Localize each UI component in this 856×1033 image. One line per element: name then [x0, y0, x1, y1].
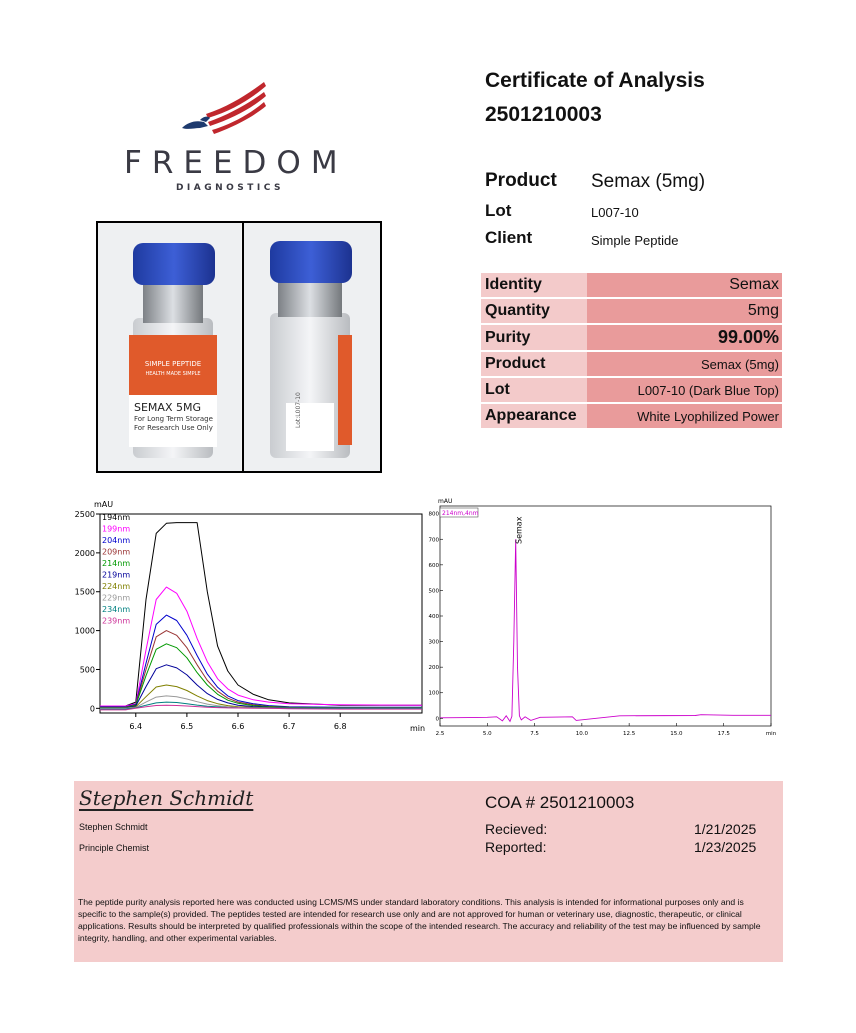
x-tick-label: 6.8 — [333, 722, 347, 731]
x-tick-label: 2.5 — [435, 731, 445, 737]
coa-number: COA # 2501210003 — [485, 793, 635, 812]
vial-label-tagline: HEALTH MADE SIMPLE — [145, 371, 201, 377]
spec-label: Product — [481, 351, 587, 377]
x-tick-label: 6.6 — [231, 722, 245, 731]
series-line-194nm — [100, 523, 422, 706]
y-tick-label: 0 — [435, 716, 439, 723]
y-tick-label: 1500 — [74, 587, 95, 597]
x-tick-label: 6.5 — [180, 722, 194, 731]
x-tick-label: 15.0 — [670, 731, 683, 737]
series-label: 214nm,4nm — [442, 510, 479, 517]
vial-photo — [96, 221, 382, 473]
y-tick-label: 500 — [428, 588, 439, 595]
legend-entry: 224nm — [102, 582, 131, 591]
x-tick-label: 5.0 — [482, 731, 492, 737]
vial-side-lot: Lot:L007-10 — [295, 392, 302, 428]
legend-entry: 199nm — [102, 524, 131, 534]
legend-entry: 229nm — [102, 593, 131, 603]
spec-row-identity — [481, 273, 782, 298]
x-tick-label: 10.0 — [575, 731, 588, 737]
spec-row-purity — [481, 324, 782, 351]
y-tick-label: 100 — [428, 690, 439, 697]
legend-entry: 214nm — [102, 559, 131, 568]
y-tick-label: 500 — [79, 665, 95, 675]
specification-table — [481, 273, 782, 428]
photo-divider — [242, 223, 244, 471]
legend-entry: 194nm — [102, 513, 131, 522]
legend-entry: 219nm — [102, 570, 131, 580]
spec-value: Semax — [587, 273, 782, 298]
spec-label: Identity — [481, 273, 587, 298]
spec-row-product — [481, 351, 782, 377]
x-tick-label: 17.5 — [717, 731, 730, 737]
y-tick-label: 300 — [428, 639, 439, 646]
spec-value: White Lyophilized Power — [587, 403, 782, 428]
x-tick-label: 12.5 — [623, 731, 636, 737]
spec-label: Lot — [481, 377, 587, 403]
product-value: Semax (5mg) — [591, 171, 706, 192]
y-tick-label: 400 — [428, 614, 439, 620]
reported-date: 1/23/2025 — [694, 839, 757, 855]
legend-entry: 209nm — [102, 547, 131, 557]
lot-value: L007-10 — [591, 205, 639, 220]
plot-frame — [440, 506, 771, 726]
y-axis-label: mAU — [438, 498, 453, 505]
y-axis-label: mAU — [94, 500, 114, 509]
client-value: Simple Peptide — [591, 233, 679, 248]
peak-label: Semax — [514, 516, 524, 544]
vial-label-line1: For Long Term Storage — [134, 415, 213, 423]
reported-label: Reported: — [485, 839, 547, 855]
spec-row-lot — [481, 377, 782, 403]
spec-value: Semax (5mg) — [587, 351, 782, 377]
product-label: Product — [485, 170, 557, 191]
signer-role: Principle Chemist — [79, 843, 150, 853]
purity-value: 99.00% — [587, 324, 782, 351]
x-tick-label: min — [765, 731, 777, 737]
spec-row-quantity — [481, 298, 782, 324]
disclaimer: The peptide purity analysis reported here was conducted using LCMS/MS under standard laboratory conditions. This analysis is intended for informational purposes only and is specific to the sample(s) provided. The peptides tested are intended for research use only and are not approved for human or veterinary use, diagnostic, therapeutic, or clinical applications. Results should be interpreted by qualified professionals within the scope of the intended research. The accuracy and reliability of the test may be influenced by sample integrity, handling, and other experimental variables. — [78, 897, 761, 943]
y-tick-label: 2000 — [74, 548, 95, 558]
spec-label: Appearance — [481, 403, 587, 428]
vial-label-brand: SIMPLE PEPTIDE — [144, 360, 202, 368]
chromatogram-line — [440, 539, 771, 721]
received-date: 1/21/2025 — [694, 821, 757, 837]
brand-subtitle: DIAGNOSTICS — [175, 183, 285, 193]
y-tick-label: 600 — [428, 562, 439, 569]
y-tick-label: 1000 — [74, 626, 95, 636]
vial-illustration — [98, 223, 380, 471]
vial-label-product: SEMAX 5MG — [134, 401, 201, 414]
brand-name: FREEDOM — [124, 145, 348, 181]
vial-label-line2: For Research Use Only — [134, 424, 213, 432]
signature: Stephen Schmidt — [79, 786, 254, 810]
y-tick-label: 800 — [428, 511, 439, 518]
x-tick-label: 6.7 — [282, 722, 296, 731]
y-tick-label: 2500 — [74, 510, 95, 519]
eagle-flag-logo-icon — [178, 80, 268, 140]
x-tick-label: 6.4 — [129, 722, 143, 731]
x-axis-label: min — [410, 724, 426, 733]
x-tick-label: 7.5 — [530, 731, 539, 737]
uv-spectrum-chart — [74, 497, 426, 742]
lot-label: Lot — [485, 201, 512, 220]
signer-name: Stephen Schmidt — [79, 822, 148, 832]
client-label: Client — [485, 228, 533, 247]
legend-entry: 234nm — [102, 605, 131, 614]
series-line-199nm — [100, 587, 422, 706]
y-tick-label: 700 — [428, 537, 439, 544]
spec-row-appearance — [481, 403, 782, 428]
received-label: Recieved: — [485, 821, 548, 837]
spec-value: L007-10 (Dark Blue Top) — [587, 377, 782, 403]
certificate-title: Certificate of Analysis — [485, 69, 705, 92]
legend-entry: 204nm — [102, 536, 131, 545]
spec-value: 5mg — [587, 298, 782, 324]
spec-label: Purity — [481, 324, 587, 351]
legend-entry: 239nm — [102, 616, 131, 626]
certificate-number: 2501210003 — [485, 103, 602, 126]
spec-label: Quantity — [481, 298, 587, 324]
y-tick-label: 0 — [89, 704, 95, 714]
hplc-chromatogram-chart — [430, 494, 776, 742]
y-tick-label: 200 — [428, 665, 439, 672]
